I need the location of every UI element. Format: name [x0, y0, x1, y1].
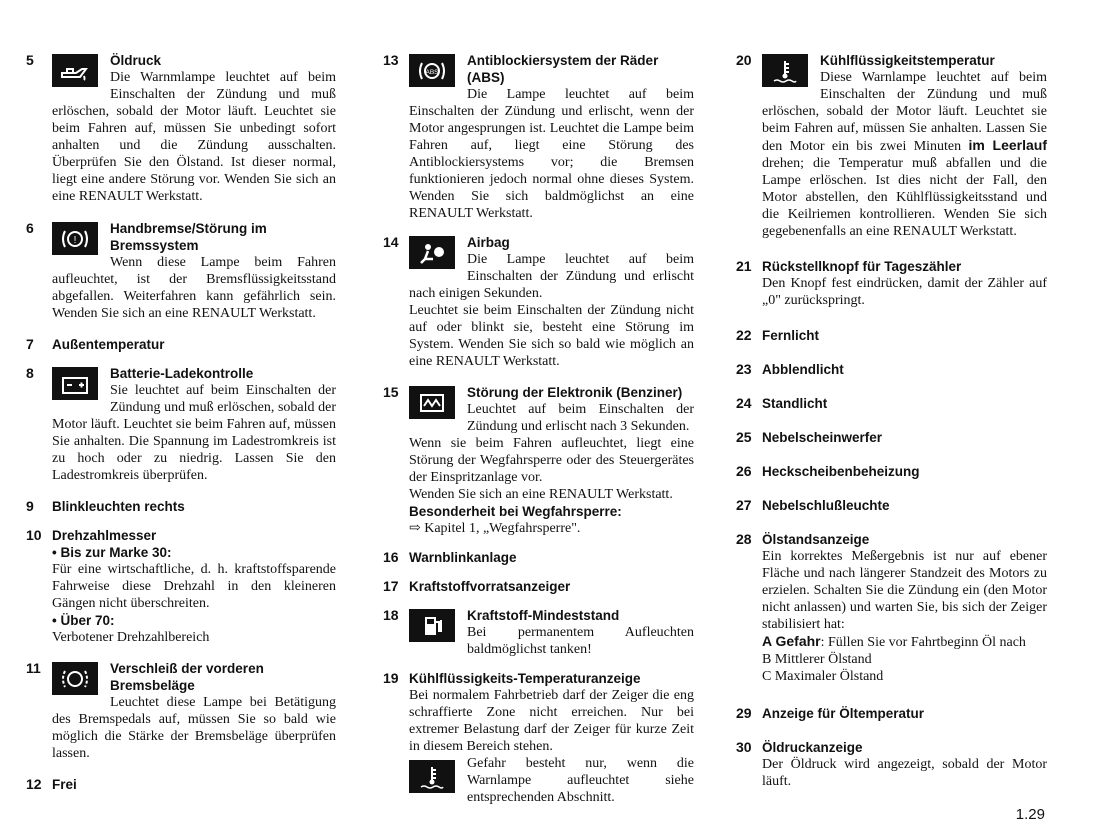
- entry-25: [736, 429, 1047, 446]
- entry-text: Die Warnmlampe leuchtet auf beim Einschalten der Zündung und muß erlöschen, sobald der Motor läuft. Leuchtet sie beim Fahren auf, müssen Sie unbedingt sofort anhalten und die Zündung ausschalten. Überprüfen Sie den Ölstand. Ist dieser normal, liegt eine andere Störung vor. Wenden Sie sich an eine RENAULT Werkstatt.: [52, 70, 336, 204]
- entry-title: Außentemperatur: [52, 337, 165, 352]
- oil-pressure-icon: [52, 54, 98, 87]
- column-1: [26, 52, 336, 793]
- entry-title: Öldruck: [110, 53, 162, 68]
- entry-20: [736, 52, 1047, 240]
- entry-text: Leuchtet diese Lampe bei Betätigung des Bremspedals auf, müssen Sie so bald wie möglich die Stärke der Bremsbeläge überprüfen lassen.: [52, 695, 336, 761]
- entry-14: [383, 234, 694, 370]
- entry-number: 24: [736, 395, 752, 411]
- entry-24: [736, 395, 1047, 412]
- coolant-temperature-icon: [409, 760, 455, 793]
- entry-29: [736, 705, 1047, 722]
- entry-28: [736, 531, 1047, 685]
- entry-18: [383, 607, 694, 658]
- entry-number: 13: [383, 52, 399, 68]
- entry-subheading: Besonderheit bei Wegfahrsperre:: [409, 504, 622, 519]
- entry-title: Kraftstoffvorratsanzeiger: [409, 579, 571, 594]
- entry-title: Batterie-Ladekontrolle: [110, 366, 254, 381]
- battery-icon: [52, 367, 98, 400]
- entry-number: 18: [383, 607, 399, 623]
- entry-17: [383, 578, 694, 595]
- entry-26: [736, 463, 1047, 480]
- entry-title: Störung der Elektronik (Benziner): [467, 385, 683, 400]
- entry-number: 22: [736, 327, 752, 343]
- entry-title: Standlicht: [762, 396, 828, 411]
- entry-number: 17: [383, 578, 399, 594]
- entry-19: [383, 670, 694, 806]
- entry-text-a: Diese Warnlampe leuchtet auf beim Einschalten der Zündung und muß erlöschen, sobald der Motor läuft. Leuchtet sie beim Fahren auf, müssen Sie anhalten. Lassen Sie den Motor ein bis zwei Minuten: [762, 70, 1047, 154]
- entry-title: Anzeige für Öltemperatur: [762, 706, 925, 721]
- entry-title: Abblendlicht: [762, 362, 844, 377]
- entry-text: Für eine wirtschaftliche, d. h. kraftstoffsparende Fahrweise diese Drehzahl in den kleineren Gängen nicht überschreiten.: [52, 562, 336, 611]
- brake-pad-wear-icon: [52, 662, 98, 695]
- entry-title: Drehzahlmesser: [52, 528, 157, 543]
- entry-text-2: Gefahr besteht nur, wenn die Warnlampe aufleuchtet siehe entsprechenden Abschnitt.: [467, 756, 694, 805]
- svg-text:!: !: [73, 234, 77, 246]
- entry-22: [736, 327, 1047, 344]
- entry-number: 19: [383, 670, 399, 686]
- entry-title: Verschleiß der vorderen Bremsbeläge: [110, 661, 264, 693]
- entry-subheading: • Über 70:: [52, 613, 115, 628]
- airbag-icon: [409, 236, 455, 269]
- svg-text:ABS: ABS: [425, 68, 439, 76]
- entry-title: Nebelscheinwerfer: [762, 430, 883, 445]
- entry-number: 9: [26, 498, 34, 514]
- entry-11: [26, 660, 336, 762]
- entry-text: Die Lampe leuchtet auf beim Einschalten der Zündung und erlischt nach einigen Sekunden.: [409, 252, 694, 301]
- entry-30: [736, 739, 1047, 790]
- entry-27: [736, 497, 1047, 514]
- entry-text-2: Leuchtet sie beim Einschalten der Zündung nicht auf oder blinkt sie, besteht eine Störung im System. Wenden Sie sich so bald wie möglich an eine RENAULT Werkstatt.: [409, 303, 694, 369]
- entry-number: 5: [26, 52, 34, 68]
- column-3: [736, 52, 1047, 790]
- entry-5: [26, 52, 336, 205]
- entry-number: 15: [383, 384, 399, 400]
- entry-number: 12: [26, 776, 42, 792]
- entry-number: 7: [26, 336, 34, 352]
- entry-23: [736, 361, 1047, 378]
- entry-title: Antiblockiersystem der Räder (ABS): [467, 53, 659, 85]
- entry-title: Rückstellknopf für Tageszähler: [762, 259, 962, 274]
- entry-number: 10: [26, 527, 42, 543]
- entry-text-bold: im Leerlauf: [968, 137, 1047, 153]
- entry-text: Die Lampe leuchtet auf beim Einschalten der Zündung und erlischt, wenn der Motor angesprungen ist. Leuchtet die Lampe beim Fahren auf, liegt eine Störung des Antiblockiersystems vor; die Bremsen funktionieren jedoch normal ohne dieses System. Wenden Sie sich baldmöglichst an eine RENAULT Werkstatt.: [409, 87, 694, 221]
- entry-title: Kühlflüssigkeitstemperatur: [820, 53, 995, 68]
- entry-title: Nebelschlußleuchte: [762, 498, 890, 513]
- entry-10: [26, 527, 336, 646]
- entry-13: [383, 52, 694, 222]
- level-item-c: C Maximaler Ölstand: [762, 669, 884, 684]
- entry-title: Fernlicht: [762, 328, 820, 343]
- entry-text: Wenn diese Lampe beim Fahren aufleuchtet, ist der Bremsflüssigkeitsstand abgefallen. Weiterfahren kann gefährlich sein. Wenden Sie sich an eine RENAULT Werkstatt.: [52, 255, 336, 321]
- entry-number: 30: [736, 739, 752, 755]
- coolant-temperature-icon: [762, 54, 808, 87]
- entry-number: 11: [26, 660, 41, 676]
- entry-number: 6: [26, 220, 34, 236]
- level-item-b: B Mittlerer Ölstand: [762, 652, 872, 667]
- abs-icon: [409, 54, 455, 87]
- brake-warning-icon: [52, 222, 98, 255]
- entry-title: Warnblinkanlage: [409, 550, 517, 565]
- entry-9: [26, 498, 336, 515]
- entry-number: 23: [736, 361, 752, 377]
- entry-text-3: Wenden Sie sich an eine RENAULT Werkstatt.: [409, 487, 673, 502]
- entry-text-b: drehen; die Temperatur muß abfallen und die Lampe erlöschen. Ist dies nicht der Fall, den Motor abstellen, den Kühlflüssigkeitsstand und die Keilriemen kontrollieren. Wenden Sie sich gegebenenfalls an eine RENAULT Werkstatt.: [762, 156, 1047, 239]
- entry-text: Bei normalem Fahrbetrieb darf der Zeiger die eng schraffierte Zone nicht erreichen. Nur bei extremer Belastung darf der Zeiger für kurze Zeit in diesem Bereich stehen.: [409, 688, 694, 754]
- entry-text: Verbotener Drehzahlbereich: [52, 630, 210, 645]
- entry-number: 25: [736, 429, 752, 445]
- entry-8: [26, 365, 336, 484]
- entry-title: Öldruckanzeige: [762, 740, 863, 755]
- entry-12: [26, 776, 336, 793]
- entry-text: Der Öldruck wird angezeigt, sobald der Motor läuft.: [762, 757, 1047, 789]
- entry-number: 20: [736, 52, 752, 68]
- entry-number: 21: [736, 258, 752, 274]
- entry-title: Ölstandsanzeige: [762, 532, 870, 547]
- entry-number: 27: [736, 497, 752, 513]
- entry-text: Bei permanentem Aufleuchten baldmöglichst tanken!: [467, 625, 694, 657]
- entry-reference: ⇨ Kapitel 1, „Wegfahrsperre".: [409, 521, 581, 536]
- page-number: 1.29: [1015, 806, 1045, 823]
- entry-text: Sie leuchtet auf beim Einschalten der Zündung und muß erlöschen, sobald der Motor läuft. Leuchtet sie beim Fahren auf, müssen Sie anhalten. Die Spannung im Ladestromkreis ist zu hoch oder zu niedrig. Lassen Sie den Ladestromkreis überprüfen.: [52, 383, 336, 483]
- entry-title: Kraftstoff-Mindeststand: [467, 608, 620, 623]
- entry-15: [383, 384, 694, 537]
- entry-number: 8: [26, 365, 34, 381]
- column-2: [383, 52, 694, 806]
- entry-7: [26, 336, 336, 353]
- electronics-fault-icon: [409, 386, 455, 419]
- entry-6: [26, 220, 336, 322]
- entry-text: Ein korrektes Meßergebnis ist nur auf ebener Fläche und nach längerer Standzeit des Motors zu erzielen. Schalten Sie die Zündung ein (den Motor nicht anlassen) und warten Sie, bis sich der Zeiger stabilisiert hat:: [762, 549, 1047, 632]
- entry-number: 29: [736, 705, 752, 721]
- entry-number: 26: [736, 463, 752, 479]
- entry-title: Blinkleuchten rechts: [52, 499, 185, 514]
- entry-text-2: Wenn sie beim Fahren aufleuchtet, liegt eine Störung der Wegfahrsperre oder des Steuergerätes der Einspritzanlage vor.: [409, 436, 694, 485]
- entry-number: 28: [736, 531, 752, 547]
- entry-title: Frei: [52, 777, 77, 792]
- level-item-a-text: : Füllen Sie vor Fahrtbeginn Öl nach: [820, 635, 1026, 650]
- entry-16: [383, 549, 694, 566]
- entry-title: Kühlflüssigkeits-Temperaturanzeige: [409, 671, 641, 686]
- fuel-pump-icon: [409, 609, 455, 642]
- entry-number: 16: [383, 549, 399, 565]
- entry-subheading: • Bis zur Marke 30:: [52, 545, 172, 560]
- level-item-a-label: A Gefahr: [762, 633, 821, 649]
- entry-title: Heckscheibenbeheizung: [762, 464, 920, 479]
- entry-title: Airbag: [467, 235, 510, 250]
- entry-title: Handbremse/Störung im Bremssystem: [110, 221, 267, 253]
- entry-text: Den Knopf fest eindrücken, damit der Zähler auf „0" zurückspringt.: [762, 276, 1047, 308]
- entry-text: [762, 69, 1047, 240]
- entry-text: Leuchtet auf beim Einschalten der Zündung und erlischt nach 3 Sekunden.: [467, 402, 694, 434]
- level-item-a: [762, 633, 1047, 651]
- entry-21: [736, 258, 1047, 309]
- entry-number: 14: [383, 234, 399, 250]
